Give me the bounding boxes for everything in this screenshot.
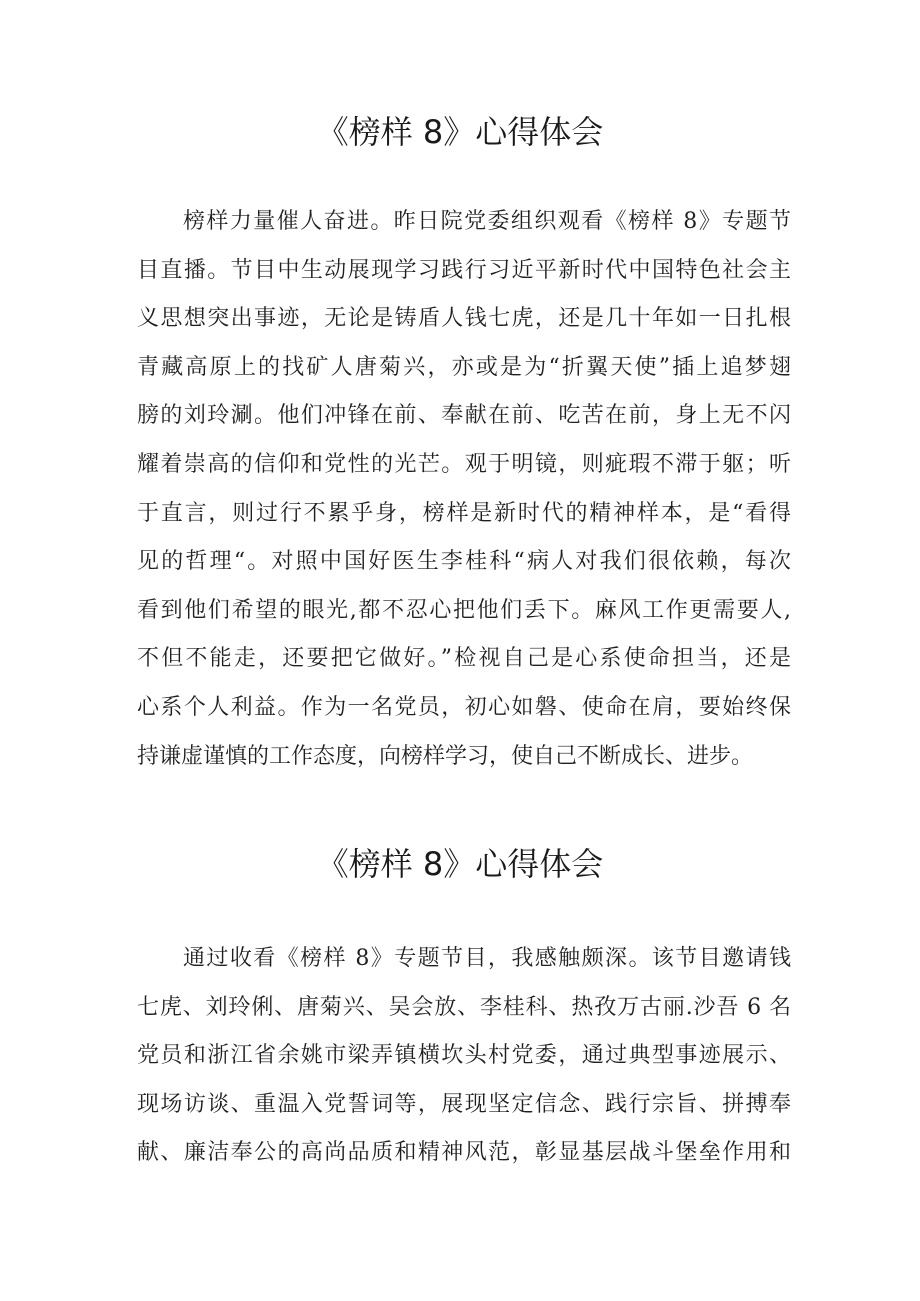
section-2-title: 《榜样 8》心得体会: [316, 845, 604, 883]
paragraph-line: 党员和浙江省余姚市梁弄镇横坎头村党委，通过典型事迹展示、: [137, 1043, 791, 1069]
paragraph-line: 目直播。节目中生动展现学习践行习近平新时代中国特色社会主: [137, 257, 791, 283]
paragraph-line: 七虎、刘玲俐、唐菊兴、吴会放、李桂科、热孜万古丽.沙吾 6 名: [137, 994, 791, 1020]
paragraph-line: 膀的刘玲涮。他们冲锋在前、奉献在前、吃苦在前，身上无不闪: [137, 403, 791, 429]
paragraph-line: 不但不能走，还要把它做好。”检视自己是心系使命担当，还是: [137, 646, 791, 672]
paragraph-line: 于直言，则过行不累乎身，榜样是新时代的精神样本，是“看得: [137, 500, 791, 526]
paragraph-line: 义思想突出事迹，无论是铸盾人钱七虎，还是几十年如一日扎根: [137, 306, 791, 332]
paragraph-line: 青藏高原上的找矿人唐菊兴，亦或是为“折翼天使”插上追梦翅: [137, 354, 791, 380]
paragraph-line: 现场访谈、重温入党誓词等，展现坚定信念、践行宗旨、拼搏奉: [137, 1091, 791, 1117]
section-2-paragraph: [137, 935, 791, 1178]
paragraph-line: 心系个人利益。作为一名党员，初心如磐、使命在肩，要始终保: [137, 694, 791, 720]
paragraph-line: 看到他们希望的眼光,都不忍心把他们丢下。麻风工作更需要人,: [137, 597, 791, 623]
section-1-paragraph: [137, 198, 791, 781]
paragraph-line: 献、廉洁奉公的高尚品质和精神风范，彰显基层战斗堡垒作用和: [137, 1140, 791, 1166]
paragraph-line: 见的哲理“。对照中国好医生李桂科“病人对我们很依赖，每次: [137, 549, 791, 575]
paragraph-line: 耀着崇高的信仰和党性的光芒。观于明镜，则疵瑕不滞于躯；听: [137, 451, 791, 477]
paragraph-line: 榜样力量催人奋进。昨日院党委组织观看《榜样 8》专题节: [183, 209, 791, 234]
paragraph-line: 持谦虚谨慎的工作态度，向榜样学习，使自己不断成长、进步。: [137, 743, 754, 769]
paragraph-line: 通过收看《榜样 8》专题节目，我感触颇深。该节目邀请钱: [183, 946, 791, 971]
section-1-title: 《榜样 8》心得体会: [316, 113, 604, 151]
